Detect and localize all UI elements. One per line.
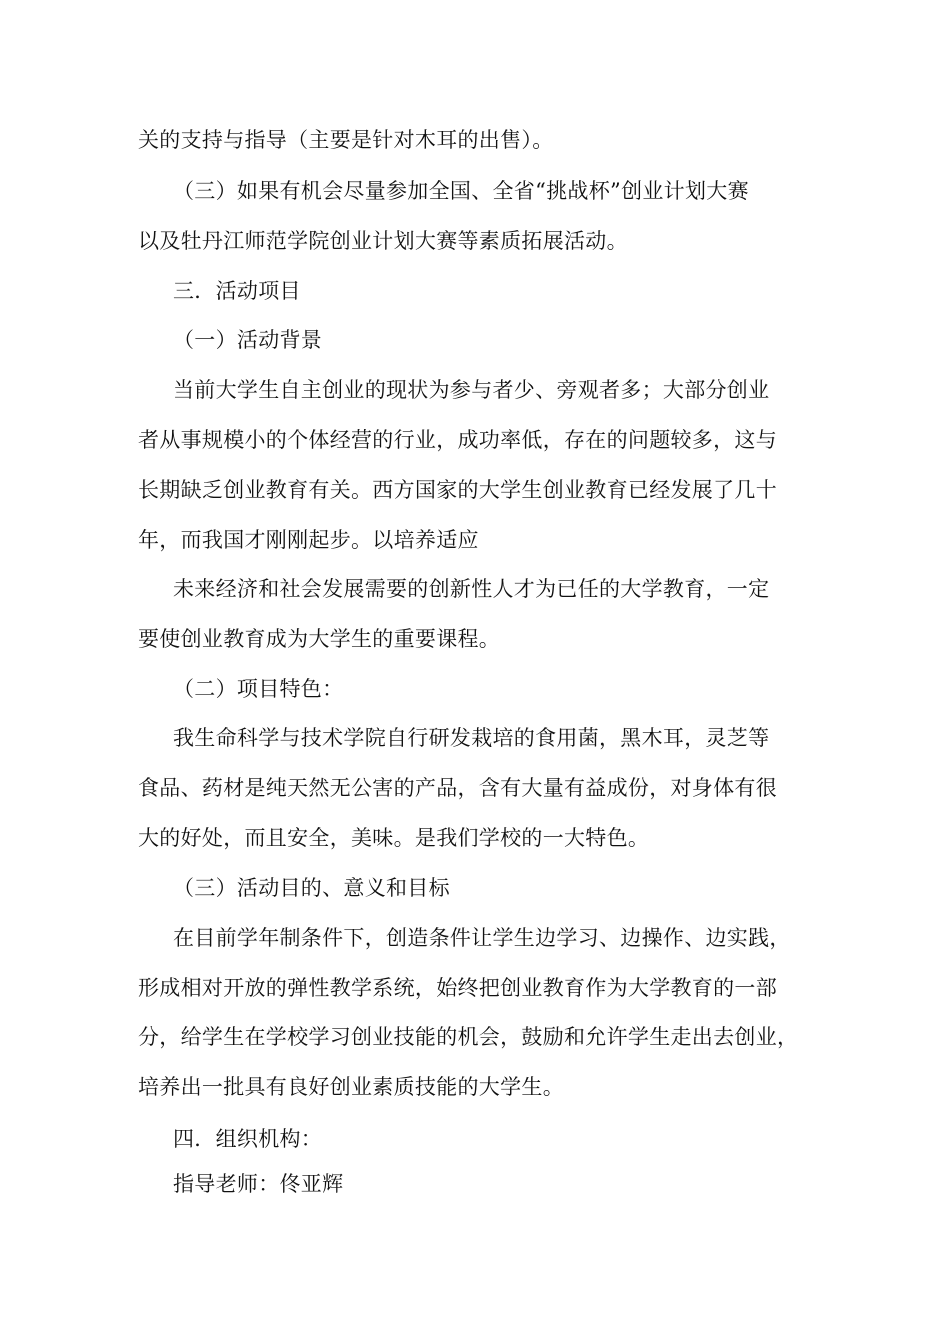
paragraph-line: 要使创业教育成为大学生的重要课程。 bbox=[138, 627, 501, 651]
paragraph-line: 培养出一批具有良好创业素质技能的大学生。 bbox=[138, 1075, 564, 1099]
paragraph-line: 年，而我国才刚刚起步。以培养适应 bbox=[138, 528, 479, 552]
section-heading: 三．活动项目 bbox=[173, 279, 301, 303]
paragraph-line: 食品、药材是纯天然无公害的产品，含有大量有益成份，对身体有很 bbox=[138, 776, 777, 800]
paragraph-line: 以及牡丹江师范学院创业计划大赛等素质拓展活动。 bbox=[138, 229, 628, 253]
advisor-line: 指导老师：佟亚辉 bbox=[173, 1172, 344, 1196]
paragraph-line: 当前大学生自主创业的现状为参与者少、旁观者多；大部分创业 bbox=[173, 378, 770, 402]
subsection-heading: （二）项目特色： bbox=[173, 677, 344, 701]
paragraph-line: 在目前学年制条件下，创造条件让学生边学习、边操作、边实践， bbox=[173, 926, 791, 950]
paragraph-line: 关的支持与指导（主要是针对木耳的出售）。 bbox=[138, 128, 554, 152]
paragraph-line: 形成相对开放的弹性教学系统，始终把创业教育作为大学教育的一部 bbox=[138, 976, 777, 1000]
subsection-heading: （三）活动目的、意义和目标 bbox=[173, 876, 450, 900]
paragraph-line: 大的好处，而且安全，美味。是我们学校的一大特色。 bbox=[138, 826, 650, 850]
paragraph-line: （三）如果有机会尽量参加全国、全省“挑战杯”创业计划大赛 bbox=[173, 179, 749, 203]
paragraph-line: 未来经济和社会发展需要的创新性人才为已任的大学教育，一定 bbox=[173, 577, 770, 601]
paragraph-line: 我生命科学与技术学院自行研发栽培的食用菌，黑木耳，灵芝等 bbox=[173, 726, 770, 750]
subsection-heading: （一）活动背景 bbox=[173, 328, 323, 352]
section-heading: 四．组织机构： bbox=[173, 1127, 323, 1151]
paragraph-line: 者从事规模小的个体经营的行业，成功率低，存在的问题较多，这与 bbox=[138, 428, 777, 452]
paragraph-line: 分，给学生在学校学习创业技能的机会，鼓励和允许学生走出去创业， bbox=[138, 1025, 799, 1049]
paragraph-line: 长期缺乏创业教育有关。西方国家的大学生创业教育已经发展了几十 bbox=[138, 478, 777, 502]
